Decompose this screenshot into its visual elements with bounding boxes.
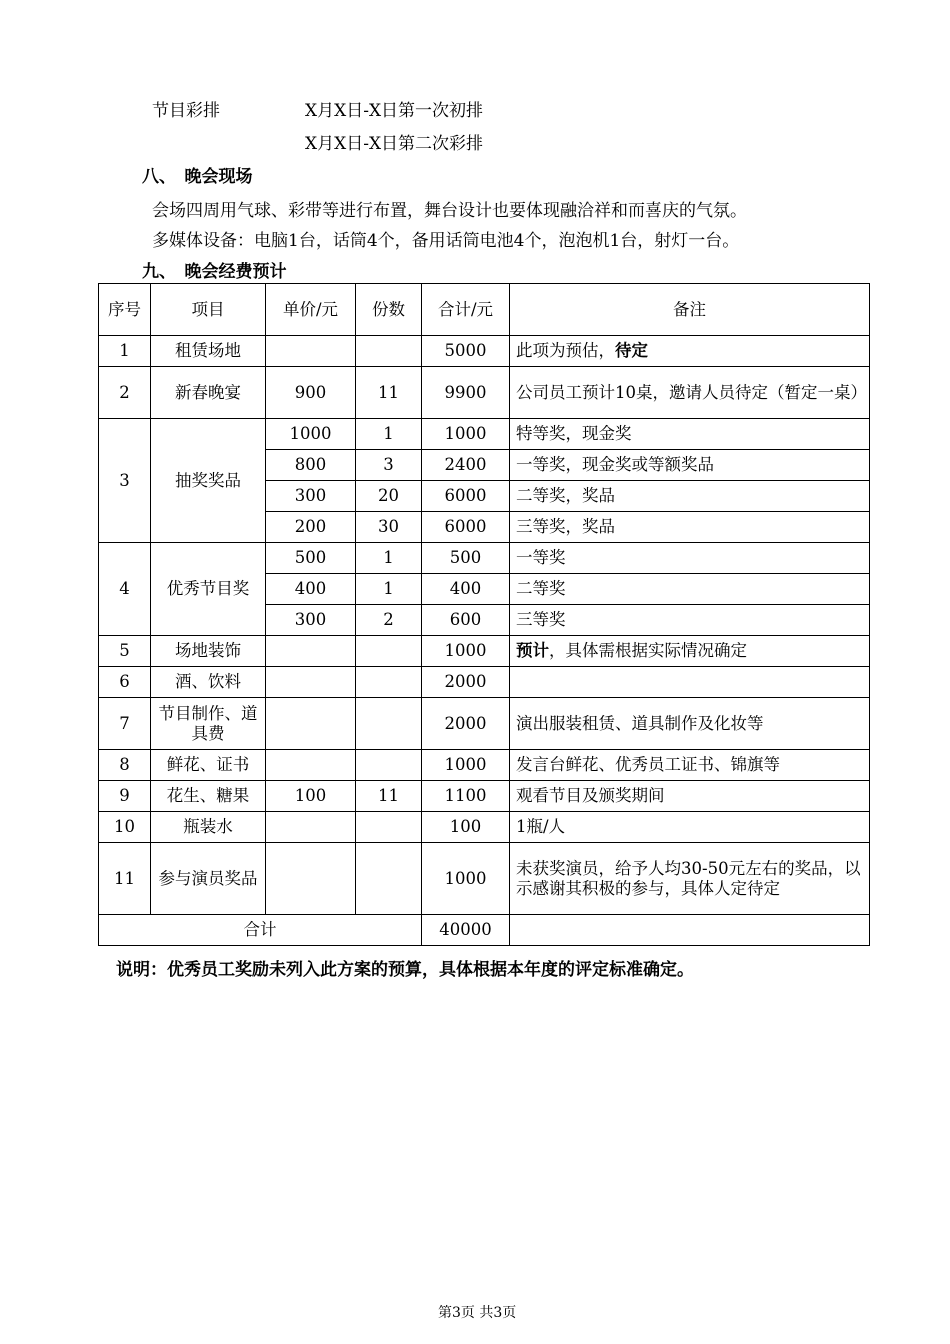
cell-price: 400 <box>266 574 356 605</box>
cell-remark: 一等奖 <box>510 543 870 574</box>
cell-subtotal: 6000 <box>422 481 510 512</box>
cell-qty <box>356 750 422 781</box>
cell-price <box>266 843 356 915</box>
cell-subtotal: 400 <box>422 574 510 605</box>
remark-bold: 预计 <box>516 641 549 660</box>
budget-note: 说明：优秀员工奖励未列入此方案的预算，具体根据本年度的评定标准确定。 <box>116 960 694 980</box>
cell-subtotal: 1100 <box>422 781 510 812</box>
cell-remark: 特等奖，现金奖 <box>510 419 870 450</box>
rehearsal-label: 节目彩排 <box>152 101 220 121</box>
header-remarks: 备注 <box>510 284 870 336</box>
cell-qty: 3 <box>356 450 422 481</box>
cell-price: 300 <box>266 605 356 636</box>
cell-index: 9 <box>99 781 151 812</box>
total-value: 40000 <box>422 915 510 946</box>
section-8-heading: 八、 晚会现场 <box>142 167 253 187</box>
cell-qty: 1 <box>356 574 422 605</box>
cell-subtotal: 2400 <box>422 450 510 481</box>
cell-subtotal: 100 <box>422 812 510 843</box>
cell-index: 3 <box>99 419 151 543</box>
cell-remark: 三等奖，奖品 <box>510 512 870 543</box>
cell-index: 4 <box>99 543 151 636</box>
cell-subtotal: 2000 <box>422 667 510 698</box>
header-index: 序号 <box>99 284 151 336</box>
cell-price <box>266 336 356 367</box>
cell-qty <box>356 636 422 667</box>
table-row <box>99 367 870 419</box>
cell-index: 6 <box>99 667 151 698</box>
cell-index: 1 <box>99 336 151 367</box>
remark-bold: 待定 <box>615 341 648 360</box>
cell-remark: 一等奖，现金奖或等额奖品 <box>510 450 870 481</box>
cell-remark: 二等奖，奖品 <box>510 481 870 512</box>
cell-qty: 30 <box>356 512 422 543</box>
remark-text: ，具体需根据实际情况确定 <box>549 641 747 660</box>
table-row <box>99 543 870 574</box>
cell-qty: 2 <box>356 605 422 636</box>
cell-price: 800 <box>266 450 356 481</box>
cell-subtotal: 1000 <box>422 419 510 450</box>
table-row <box>99 336 870 367</box>
cell-remark <box>510 915 870 946</box>
cell-item: 花生、糖果 <box>151 781 266 812</box>
cell-remark: 二等奖 <box>510 574 870 605</box>
cell-price: 900 <box>266 367 356 419</box>
cell-price <box>266 698 356 750</box>
cell-qty <box>356 667 422 698</box>
header-item: 项目 <box>151 284 266 336</box>
cell-item: 租赁场地 <box>151 336 266 367</box>
cell-remark: 三等奖 <box>510 605 870 636</box>
cell-remark <box>510 636 870 667</box>
cell-item: 场地装饰 <box>151 636 266 667</box>
table-row <box>99 781 870 812</box>
cell-remark: 观看节目及颁奖期间 <box>510 781 870 812</box>
table-row <box>99 667 870 698</box>
cell-item: 节目制作、道具费 <box>151 698 266 750</box>
cell-price: 300 <box>266 481 356 512</box>
cell-qty <box>356 336 422 367</box>
table-total-row <box>99 915 870 946</box>
cell-index: 8 <box>99 750 151 781</box>
cell-qty: 1 <box>356 419 422 450</box>
cell-qty <box>356 843 422 915</box>
cell-remark <box>510 667 870 698</box>
cell-subtotal: 1000 <box>422 843 510 915</box>
cell-qty: 11 <box>356 781 422 812</box>
remark-text: 此项为预估， <box>516 341 615 360</box>
section-9-heading: 九、 晚会经费预计 <box>142 262 287 282</box>
cell-price <box>266 636 356 667</box>
cell-item: 酒、饮料 <box>151 667 266 698</box>
cell-qty <box>356 698 422 750</box>
table-row <box>99 843 870 915</box>
cell-subtotal: 1000 <box>422 750 510 781</box>
total-label: 合计 <box>99 915 422 946</box>
equipment-paragraph: 多媒体设备：电脑1台，话筒4个，备用话筒电池4个，泡泡机1台，射灯一台。 <box>152 231 740 251</box>
cell-item: 抽奖奖品 <box>151 419 266 543</box>
table-row <box>99 750 870 781</box>
cell-remark: 发言台鲜花、优秀员工证书、锦旗等 <box>510 750 870 781</box>
cell-price: 1000 <box>266 419 356 450</box>
cell-subtotal: 2000 <box>422 698 510 750</box>
cell-index: 11 <box>99 843 151 915</box>
cell-remark: 公司员工预计10桌，邀请人员待定（暂定一桌） <box>510 367 870 419</box>
table-row <box>99 419 870 450</box>
rehearsal-line-1: X月X日-X日第一次初排 <box>305 101 484 121</box>
cell-subtotal: 9900 <box>422 367 510 419</box>
rehearsal-line-2: X月X日-X日第二次彩排 <box>305 134 484 154</box>
cell-price: 200 <box>266 512 356 543</box>
cell-remark: 1瓶/人 <box>510 812 870 843</box>
cell-subtotal: 6000 <box>422 512 510 543</box>
cell-remark: 未获奖演员，给予人均30-50元左右的奖品，以示感谢其积极的参与，具体人定待定 <box>510 843 870 915</box>
cell-qty: 11 <box>356 367 422 419</box>
cell-qty: 1 <box>356 543 422 574</box>
page-footer: 第3页 共3页 <box>438 1305 517 1321</box>
cell-subtotal: 1000 <box>422 636 510 667</box>
cell-price: 500 <box>266 543 356 574</box>
cell-price <box>266 750 356 781</box>
cell-subtotal: 500 <box>422 543 510 574</box>
cell-item: 瓶装水 <box>151 812 266 843</box>
cell-qty <box>356 812 422 843</box>
cell-price <box>266 667 356 698</box>
table-row <box>99 812 870 843</box>
cell-qty: 20 <box>356 481 422 512</box>
header-unit-price: 单价/元 <box>266 284 356 336</box>
cell-item: 鲜花、证书 <box>151 750 266 781</box>
cell-index: 5 <box>99 636 151 667</box>
cell-price <box>266 812 356 843</box>
cell-index: 10 <box>99 812 151 843</box>
cell-remark <box>510 336 870 367</box>
venue-paragraph: 会场四周用气球、彩带等进行布置，舞台设计也要体现融洽祥和而喜庆的气氛。 <box>152 201 747 221</box>
cell-item: 参与演员奖品 <box>151 843 266 915</box>
cell-price: 100 <box>266 781 356 812</box>
table-row <box>99 698 870 750</box>
cell-item: 新春晚宴 <box>151 367 266 419</box>
cell-item: 优秀节目奖 <box>151 543 266 636</box>
table-header-row <box>99 284 870 336</box>
budget-table <box>98 283 870 946</box>
header-subtotal: 合计/元 <box>422 284 510 336</box>
cell-remark: 演出服装租赁、道具制作及化妆等 <box>510 698 870 750</box>
cell-index: 2 <box>99 367 151 419</box>
header-quantity: 份数 <box>356 284 422 336</box>
cell-subtotal: 5000 <box>422 336 510 367</box>
table-row <box>99 636 870 667</box>
cell-subtotal: 600 <box>422 605 510 636</box>
cell-index: 7 <box>99 698 151 750</box>
